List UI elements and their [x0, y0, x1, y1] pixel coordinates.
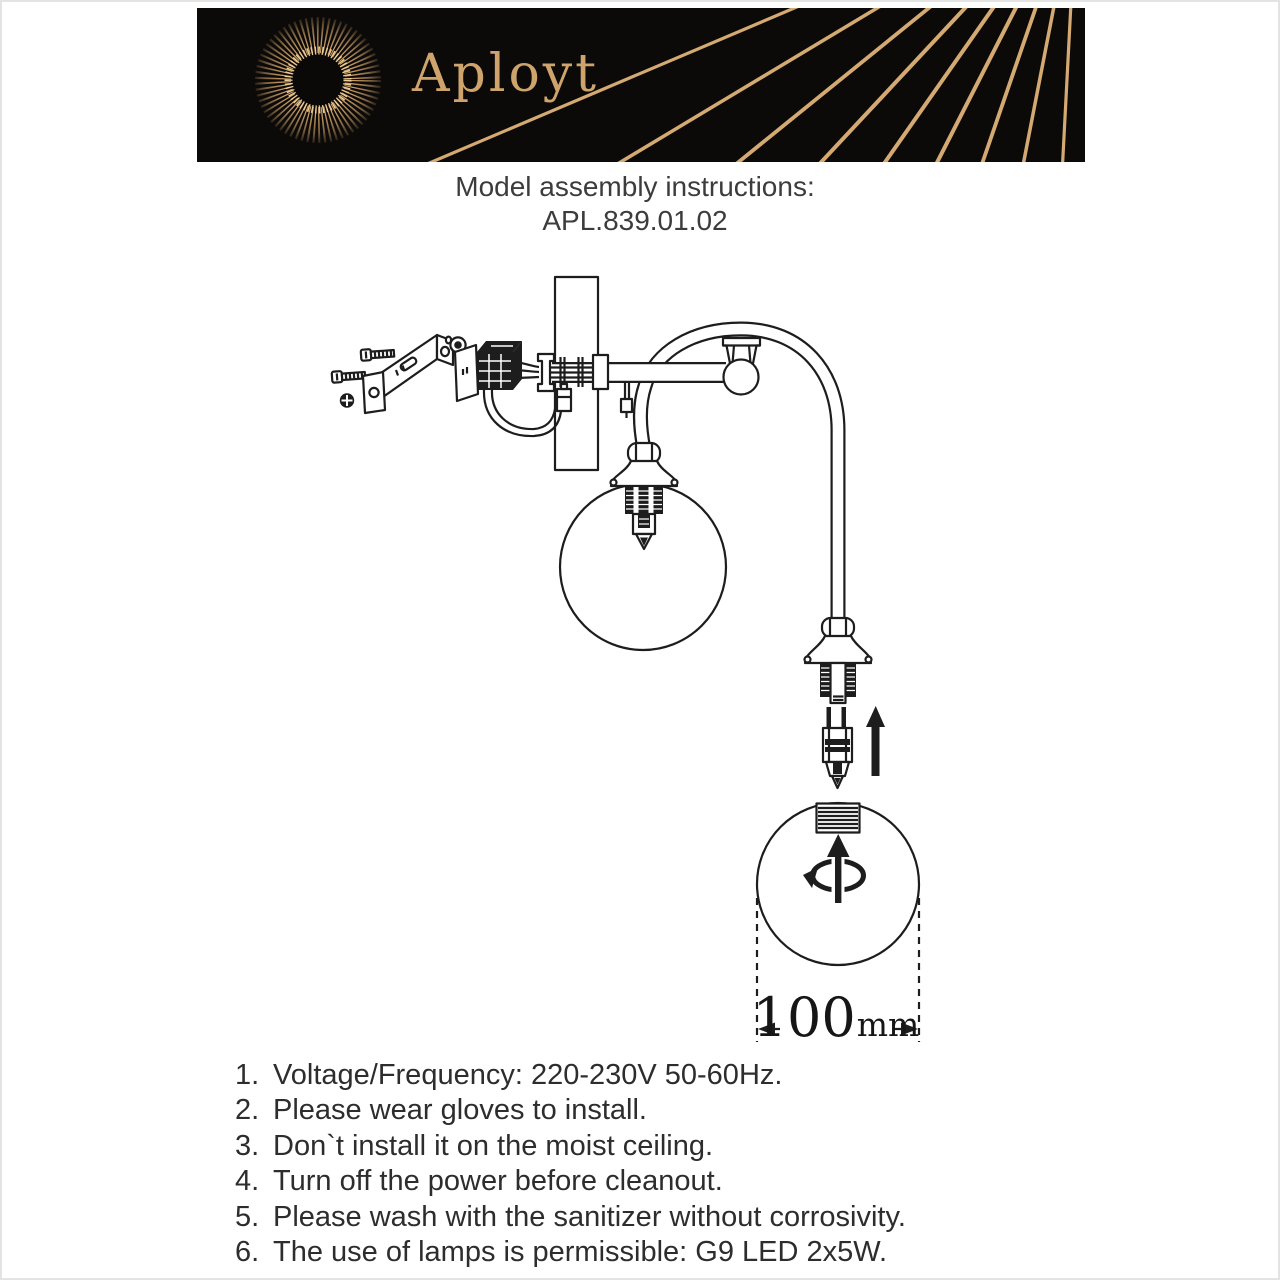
item-number: 3.: [235, 1129, 260, 1162]
list-item: [235, 1129, 1235, 1164]
item-number: 4.: [235, 1165, 260, 1198]
swivel-joint: [723, 338, 760, 395]
title-block: [0, 170, 1270, 238]
sunburst-logo-icon: [252, 14, 384, 146]
item-number: 5.: [235, 1200, 260, 1233]
list-item: [235, 1200, 1235, 1235]
instruction-list: [235, 1058, 1235, 1270]
ball-joint: [724, 360, 759, 395]
page-title: Model assembly instructions:: [455, 171, 815, 202]
g9-bulb: [823, 707, 852, 788]
brand-wordmark: Aployt: [412, 44, 600, 104]
list-item: [235, 1164, 1235, 1199]
item-text: Turn off the power before cleanout.: [273, 1165, 723, 1198]
cord-grip: [621, 383, 632, 418]
mounting-bracket: [363, 335, 453, 413]
item-text: Voltage/Frequency: 220-230V 50-60Hz.: [273, 1059, 783, 1091]
item-text: Please wash with the sanitizer without corrosivity.: [273, 1200, 906, 1233]
brand-banner: [197, 8, 1085, 162]
model-number: APL.839.01.02: [542, 205, 728, 236]
lamp-socket-exploded: [805, 618, 872, 703]
bracket-plate: [455, 345, 478, 401]
glass-globe-exploded: [757, 803, 919, 965]
list-item: [235, 1093, 1235, 1128]
wire-connector: [557, 389, 571, 411]
item-text: The use of lamps is permissible: G9 LED 2x5W.: [273, 1236, 888, 1269]
list-item: [235, 1235, 1235, 1270]
item-number: 6.: [235, 1236, 260, 1269]
globe-threaded-neck: [817, 804, 860, 833]
terminal-block: [477, 341, 539, 390]
item-number: 1.: [235, 1059, 260, 1091]
item-text: Please wear gloves to install.: [273, 1094, 647, 1127]
banner-art: [197, 8, 1085, 162]
list-item: [235, 1058, 1235, 1093]
arm-sleeve: [593, 355, 608, 389]
assembly-diagram: [0, 248, 1280, 1060]
item-number: 2.: [235, 1094, 260, 1127]
insert-direction-arrow-icon: [866, 706, 885, 776]
item-text: Don`t install it on the moist ceiling.: [273, 1129, 714, 1162]
dimension-label: 100mm: [752, 986, 920, 1049]
